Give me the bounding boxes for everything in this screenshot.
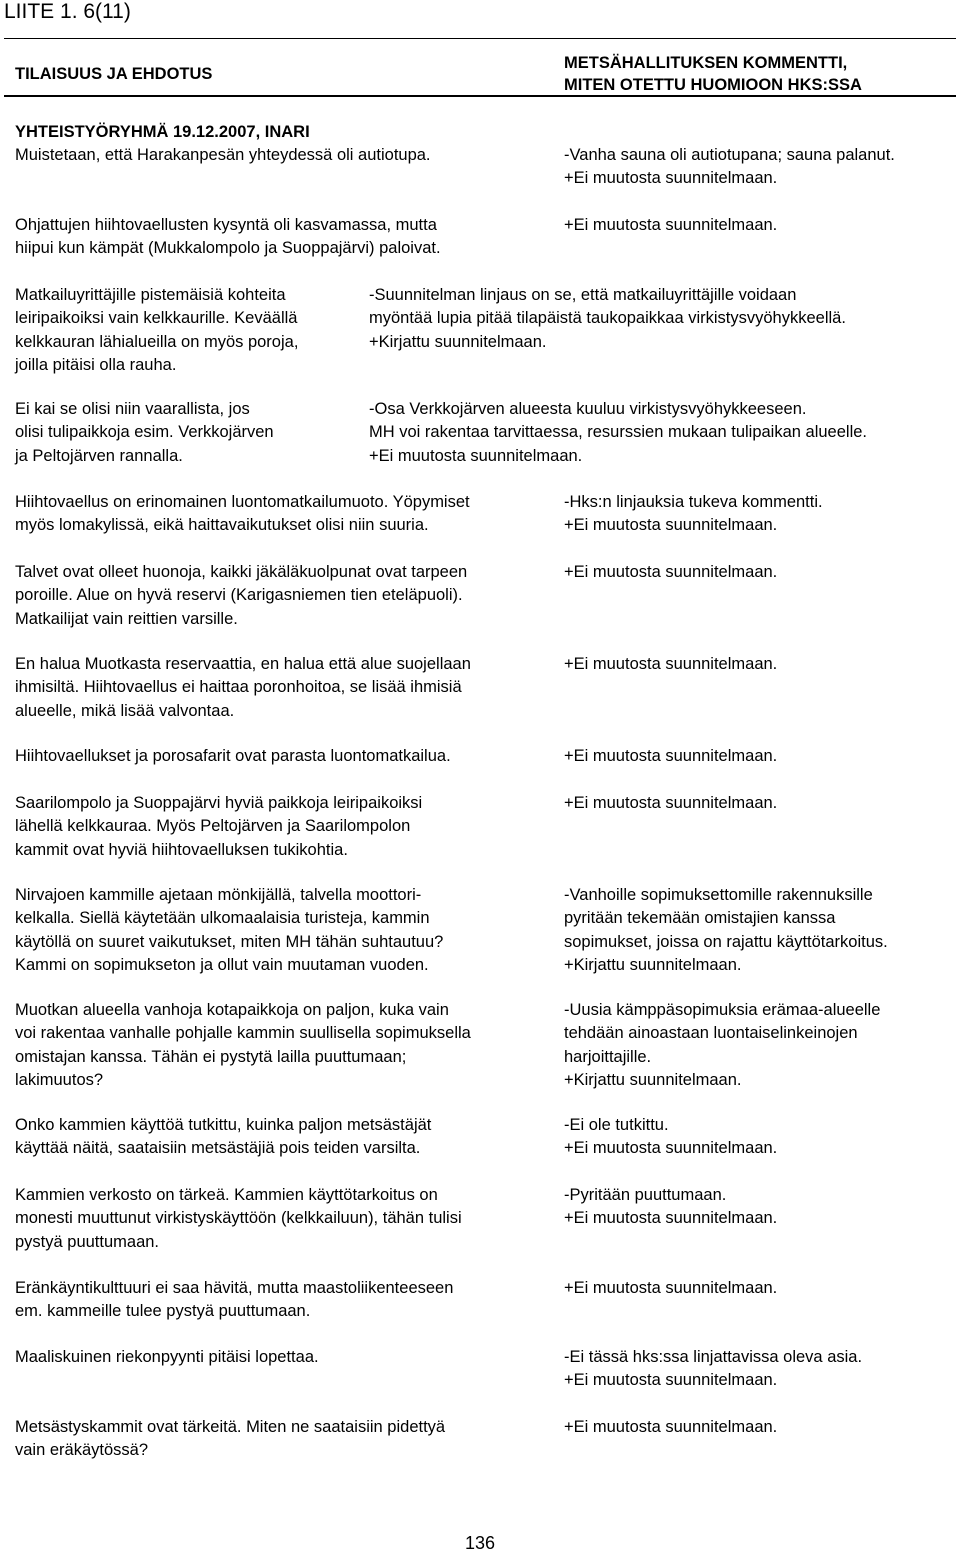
row-text-line: Ohjattujen hiihtovaellusten kysyntä oli kasvamassa, mutta — [15, 216, 437, 234]
header-right-line1: METSÄHALLITUKSEN KOMMENTTI, — [564, 54, 848, 72]
row-text-line: Ei kai se olisi niin vaarallista, jos — [15, 400, 250, 418]
row-text-line: +Ei muutosta suunnitelmaan. — [564, 563, 778, 581]
row-text-line: En halua Muotkasta reservaattia, en halua että alue suojellaan — [15, 655, 471, 673]
row-text-line: Matkailuyrittäjille pistemäisiä kohteita — [15, 286, 286, 304]
row-text-line: vain eräkäytössä? — [15, 1441, 148, 1460]
row-text-line: Kammi on sopimukseton ja ollut vain muutaman vuoden. — [15, 955, 429, 974]
row-left-15 — [15, 1416, 445, 1463]
row-left-3 — [15, 398, 274, 468]
row-right-7 — [564, 745, 777, 768]
row-text-line: voi rakentaa vanhalle pohjalle kammin suullisella sopimuksella — [15, 1024, 471, 1043]
row-text-line: Nirvajoen kammille ajetaan mönkijällä, talvella moottori- — [15, 886, 422, 904]
row-left-2 — [15, 284, 298, 377]
row-left-6 — [15, 653, 471, 723]
row-text-line: leiripaikoiksi vain kelkkaurille. Keväällä — [15, 309, 298, 328]
row-left-1 — [15, 214, 441, 261]
row-text-line: +Kirjattu suunnitelmaan. — [369, 332, 547, 351]
row-text-line: ihmisiltä. Hiihtovaellus ei haittaa poronhoitoa, se lisää ihmisiä — [15, 678, 462, 697]
top-divider — [4, 38, 956, 39]
row-text-line: Hiihtovaellus on erinomainen luontomatkailumuoto. Yöpymiset — [15, 493, 470, 511]
row-text-line: em. kammeille tulee pystyä puuttumaan. — [15, 1302, 311, 1321]
row-text-line: Muistetaan, että Harakanpesän yhteydessä oli autiotupa. — [15, 146, 431, 164]
row-left-8 — [15, 792, 422, 862]
row-text-line: +Ei muutosta suunnitelmaan. — [564, 747, 778, 765]
row-left-11 — [15, 1114, 431, 1161]
row-text-line: +Ei muutosta suunnitelmaan. — [564, 1209, 778, 1228]
row-text-line: Saarilompolo ja Suoppajärvi hyviä paikkoja leiripaikoiksi — [15, 794, 423, 812]
row-right-8 — [564, 792, 777, 815]
row-right-0 — [564, 144, 895, 191]
row-text-line: +Ei muutosta suunnitelmaan. — [564, 1279, 778, 1297]
row-text-line: +Ei muutosta suunnitelmaan. — [564, 516, 778, 535]
row-text-line: -Ei tässä hks:ssa linjattavissa oleva asia. — [564, 1348, 863, 1366]
row-text-line: +Ei muutosta suunnitelmaan. — [564, 1139, 778, 1158]
row-text-line: -Uusia kämppäsopimuksia erämaa-alueelle — [564, 1001, 881, 1019]
row-text-line: MH voi rakentaa tarvittaessa, resurssien mukaan tulipaikan alueelle. — [369, 423, 867, 442]
row-left-10 — [15, 999, 471, 1092]
row-text-line: omistajan kanssa. Tähän ei pystytä lailla puuttumaan; — [15, 1047, 407, 1066]
row-text-line: +Ei muutosta suunnitelmaan. — [564, 794, 778, 812]
row-text-line: Onko kammien käyttöä tutkittu, kuinka paljon metsästäjät — [15, 1116, 432, 1134]
row-text-line: poroille. Alue on hyvä reservi (Karigasniemen tien eteläpuoli). — [15, 586, 463, 605]
row-text-line: Kammien verkosto on tärkeä. Kammien käyttötarkoitus on — [15, 1186, 438, 1204]
row-left-4 — [15, 491, 470, 538]
row-left-13 — [15, 1277, 453, 1324]
row-text-line: hiipui kun kämpät (Mukkalompolo ja Suoppajärvi) paloivat. — [15, 239, 441, 258]
row-left-14 — [15, 1346, 319, 1369]
row-text-line: lähellä kelkkauraa. Myös Peltojärven ja Saarilompolon — [15, 817, 411, 836]
row-right-14 — [564, 1346, 862, 1393]
header-divider — [4, 95, 956, 97]
row-text-line: ja Peltojärven rannalla. — [15, 446, 183, 465]
row-text-line: joilla pitäisi olla rauha. — [15, 355, 177, 374]
row-left-9 — [15, 884, 443, 977]
row-text-line: kammit ovat hyviä hiihtovaelluksen tukikohtia. — [15, 840, 348, 859]
row-text-line: -Vanhoille sopimuksettomille rakennuksille — [564, 886, 873, 904]
row-text-line: Hiihtovaellukset ja porosafarit ovat parasta luontomatkailua. — [15, 747, 451, 765]
row-text-line: +Ei muutosta suunnitelmaan. — [564, 655, 778, 673]
row-text-line: käytöllä on suuret vaikutukset, miten MH tähän suhtautuu? — [15, 932, 444, 951]
row-text-line: pyritään tekemään omistajien kanssa — [564, 909, 836, 928]
row-text-line: Maaliskuinen riekonpyynti pitäisi lopettaa. — [15, 1348, 319, 1366]
meeting-title: YHTEISTYÖRYHMÄ 19.12.2007, INARI — [15, 123, 310, 141]
row-right-9 — [564, 884, 888, 977]
row-text-line: Eränkäyntikulttuuri ei saa hävitä, mutta maastoliikenteeseen — [15, 1279, 454, 1297]
row-left-7 — [15, 745, 451, 768]
row-text-line: käyttää näitä, saataisiin metsästäjiä pois teiden varsilta. — [15, 1139, 421, 1158]
row-text-line: -Vanha sauna oli autiotupana; sauna palanut. — [564, 146, 895, 164]
row-text-line: tehdään ainoastaan luontaiselinkeinojen — [564, 1024, 858, 1043]
row-text-line: +Ei muutosta suunnitelmaan. — [564, 216, 778, 234]
row-right-11 — [564, 1114, 777, 1161]
row-right-2 — [369, 284, 846, 354]
row-text-line: olisi tulipaikkoja esim. Verkkojärven — [15, 423, 274, 442]
row-text-line: +Ei muutosta suunnitelmaan. — [564, 1418, 778, 1436]
row-text-line: -Pyritään puuttumaan. — [564, 1186, 727, 1204]
row-text-line: harjoittajille. — [564, 1047, 652, 1066]
row-text-line: +Ei muutosta suunnitelmaan. — [564, 169, 778, 188]
row-text-line: +Ei muutosta suunnitelmaan. — [564, 1371, 778, 1390]
row-right-1 — [564, 214, 777, 237]
row-right-12 — [564, 1184, 777, 1231]
row-text-line: -Hks:n linjauksia tukeva kommentti. — [564, 493, 823, 511]
row-right-13 — [564, 1277, 777, 1300]
row-left-0 — [15, 144, 431, 167]
row-text-line: pystyä puuttumaan. — [15, 1232, 160, 1251]
row-right-5 — [564, 561, 777, 584]
row-right-10 — [564, 999, 880, 1092]
appendix-label: LIITE 1. 6(11) — [4, 0, 131, 23]
row-text-line: -Osa Verkkojärven alueesta kuuluu virkistysvyöhykkeeseen. — [369, 400, 807, 418]
row-text-line: monesti muuttunut virkistyskäyttöön (kelkkailuun), tähän tulisi — [15, 1209, 462, 1228]
row-text-line: Matkailijat vain reittien varsille. — [15, 609, 238, 628]
row-right-15 — [564, 1416, 777, 1439]
row-text-line: myöntää lupia pitää tilapäistä taukopaikkaa virkistysvyöhykkeellä. — [369, 309, 846, 328]
row-text-line: Muotkan alueella vanhoja kotapaikkoja on paljon, kuka vain — [15, 1001, 449, 1019]
row-text-line: +Ei muutosta suunnitelmaan. — [369, 446, 583, 465]
page-number: 136 — [464, 1533, 496, 1553]
row-left-12 — [15, 1184, 462, 1254]
row-right-4 — [564, 491, 823, 538]
header-right-title — [564, 52, 862, 96]
row-right-3 — [369, 398, 867, 468]
row-text-line: alueelle, mikä lisää valvontaa. — [15, 701, 235, 720]
row-text-line: sopimukset, joissa on rajattu käyttötarkoitus. — [564, 932, 888, 951]
row-text-line: Metsästyskammit ovat tärkeitä. Miten ne saataisiin pidettyä — [15, 1418, 446, 1436]
row-text-line: kelkalla. Siellä käytetään ulkomaalaisia turisteja, kammin — [15, 909, 430, 928]
row-text-line: +Kirjattu suunnitelmaan. — [564, 955, 742, 974]
row-text-line: myös lomakylissä, eikä haittavaikutukset olisi niin suuria. — [15, 516, 429, 535]
row-text-line: +Kirjattu suunnitelmaan. — [564, 1070, 742, 1089]
row-text-line: lakimuutos? — [15, 1070, 104, 1089]
row-left-5 — [15, 561, 467, 631]
row-text-line: -Ei ole tutkittu. — [564, 1116, 669, 1134]
row-text-line: -Suunnitelman linjaus on se, että matkailuyrittäjille voidaan — [369, 286, 797, 304]
row-text-line: kelkkauran lähialueilla on myös poroja, — [15, 332, 299, 351]
header-left-title: TILAISUUS JA EHDOTUS — [15, 65, 213, 83]
row-text-line: Talvet ovat olleet huonoja, kaikki jäkäläkuolpunat ovat tarpeen — [15, 563, 468, 581]
row-right-6 — [564, 653, 777, 676]
header-right-line2: MITEN OTETTU HUOMIOON HKS:SSA — [564, 76, 862, 94]
